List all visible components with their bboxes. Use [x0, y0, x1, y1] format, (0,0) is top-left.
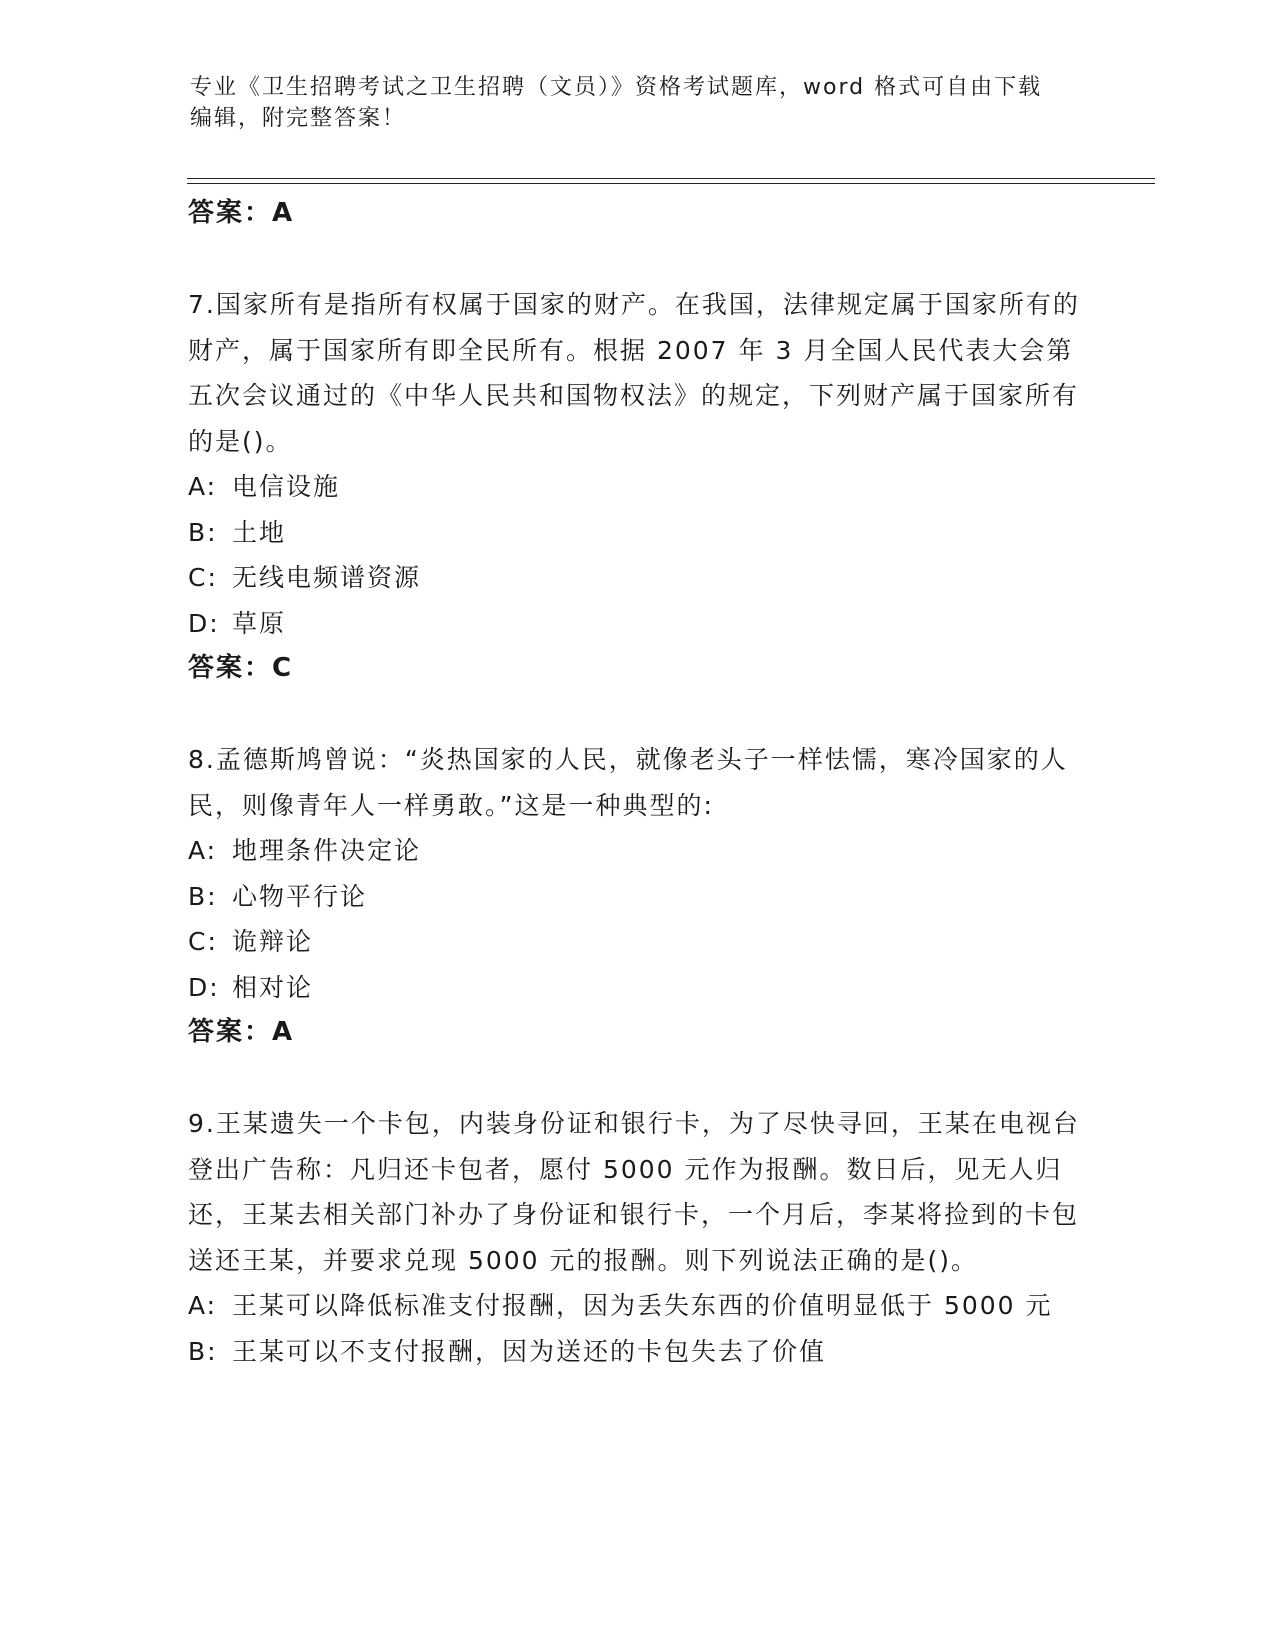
option-text: 心物平行论 [232, 881, 368, 911]
answer-line: 答案：C [188, 653, 294, 683]
header-divider-bottom [187, 183, 1155, 184]
option-c [188, 919, 1088, 965]
option-d [188, 965, 1088, 1011]
option-letter: B: [188, 517, 218, 547]
option-letter: C: [188, 563, 218, 592]
option-letter: B: [188, 881, 218, 911]
page-header [190, 72, 1090, 134]
option-text: 王某可以降低标准支付报酬，因为丢失东西的价值明显低于 5000 元 [232, 1291, 1053, 1320]
question-content [188, 191, 1088, 1374]
option-letter: A: [188, 1291, 218, 1320]
option-c [188, 555, 1088, 601]
header-line-2: 编辑，附完整答案！ [190, 106, 407, 131]
question-7 [188, 282, 1088, 690]
option-letter: B: [188, 1336, 218, 1366]
option-b [188, 510, 1088, 556]
option-letter: A: [188, 472, 218, 501]
option-d [188, 601, 1088, 647]
option-text: 王某可以不支付报酬，因为送还的卡包失去了价值 [232, 1336, 827, 1366]
option-a [188, 828, 1088, 874]
header-line-1: 专业《卫生招聘考试之卫生招聘（文员）》资格考试题库，word 格式可自由下载 [190, 75, 1043, 100]
option-letter: D: [188, 608, 220, 638]
option-b [188, 874, 1088, 920]
option-text: 相对论 [232, 972, 314, 1002]
option-letter: C: [188, 927, 218, 956]
question-stem: 9.王某遗失一个卡包，内装身份证和银行卡，为了尽快寻回，王某在电视台登出广告称：凡归还卡包者，愿付 5000 元作为报酬。数日后，见无人归还，王某去相关部门补办了身份证和银行卡，一个月后，李某将捡到的卡包送还王某，并要求兑现 5000 元的报酬。则下列说法正确的是()。 [188, 1109, 1080, 1275]
option-a [188, 464, 1088, 510]
question-9 [188, 1101, 1088, 1374]
answer-line: 答案：A [188, 1017, 295, 1047]
header-divider-top [187, 178, 1155, 179]
option-letter: D: [188, 972, 220, 1002]
question-stem: 8.孟德斯鸠曾说：“炎热国家的人民，就像老头子一样怯懦，寒冷国家的人民，则像青年人一样勇敢。”这是一种典型的: [188, 745, 1068, 820]
option-a [188, 1283, 1088, 1329]
question-stem: 7.国家所有是指所有权属于国家的财产。在我国，法律规定属于国家所有的财产，属于国家所有即全民所有。根据 2007 年 3 月全国人民代表大会第五次会议通过的《中华人民共和国物权法》的规定，下列财产属于国家所有的是()。 [188, 290, 1080, 456]
option-text: 土地 [232, 517, 287, 547]
question-8 [188, 737, 1088, 1054]
option-text: 电信设施 [232, 472, 341, 501]
option-text: 地理条件决定论 [232, 836, 422, 865]
answer-line: 答案：A [188, 198, 295, 228]
option-text: 草原 [232, 608, 287, 638]
option-b [188, 1329, 1088, 1375]
option-letter: A: [188, 836, 218, 865]
option-text: 无线电频谱资源 [232, 563, 422, 592]
option-text: 诡辩论 [232, 927, 314, 956]
